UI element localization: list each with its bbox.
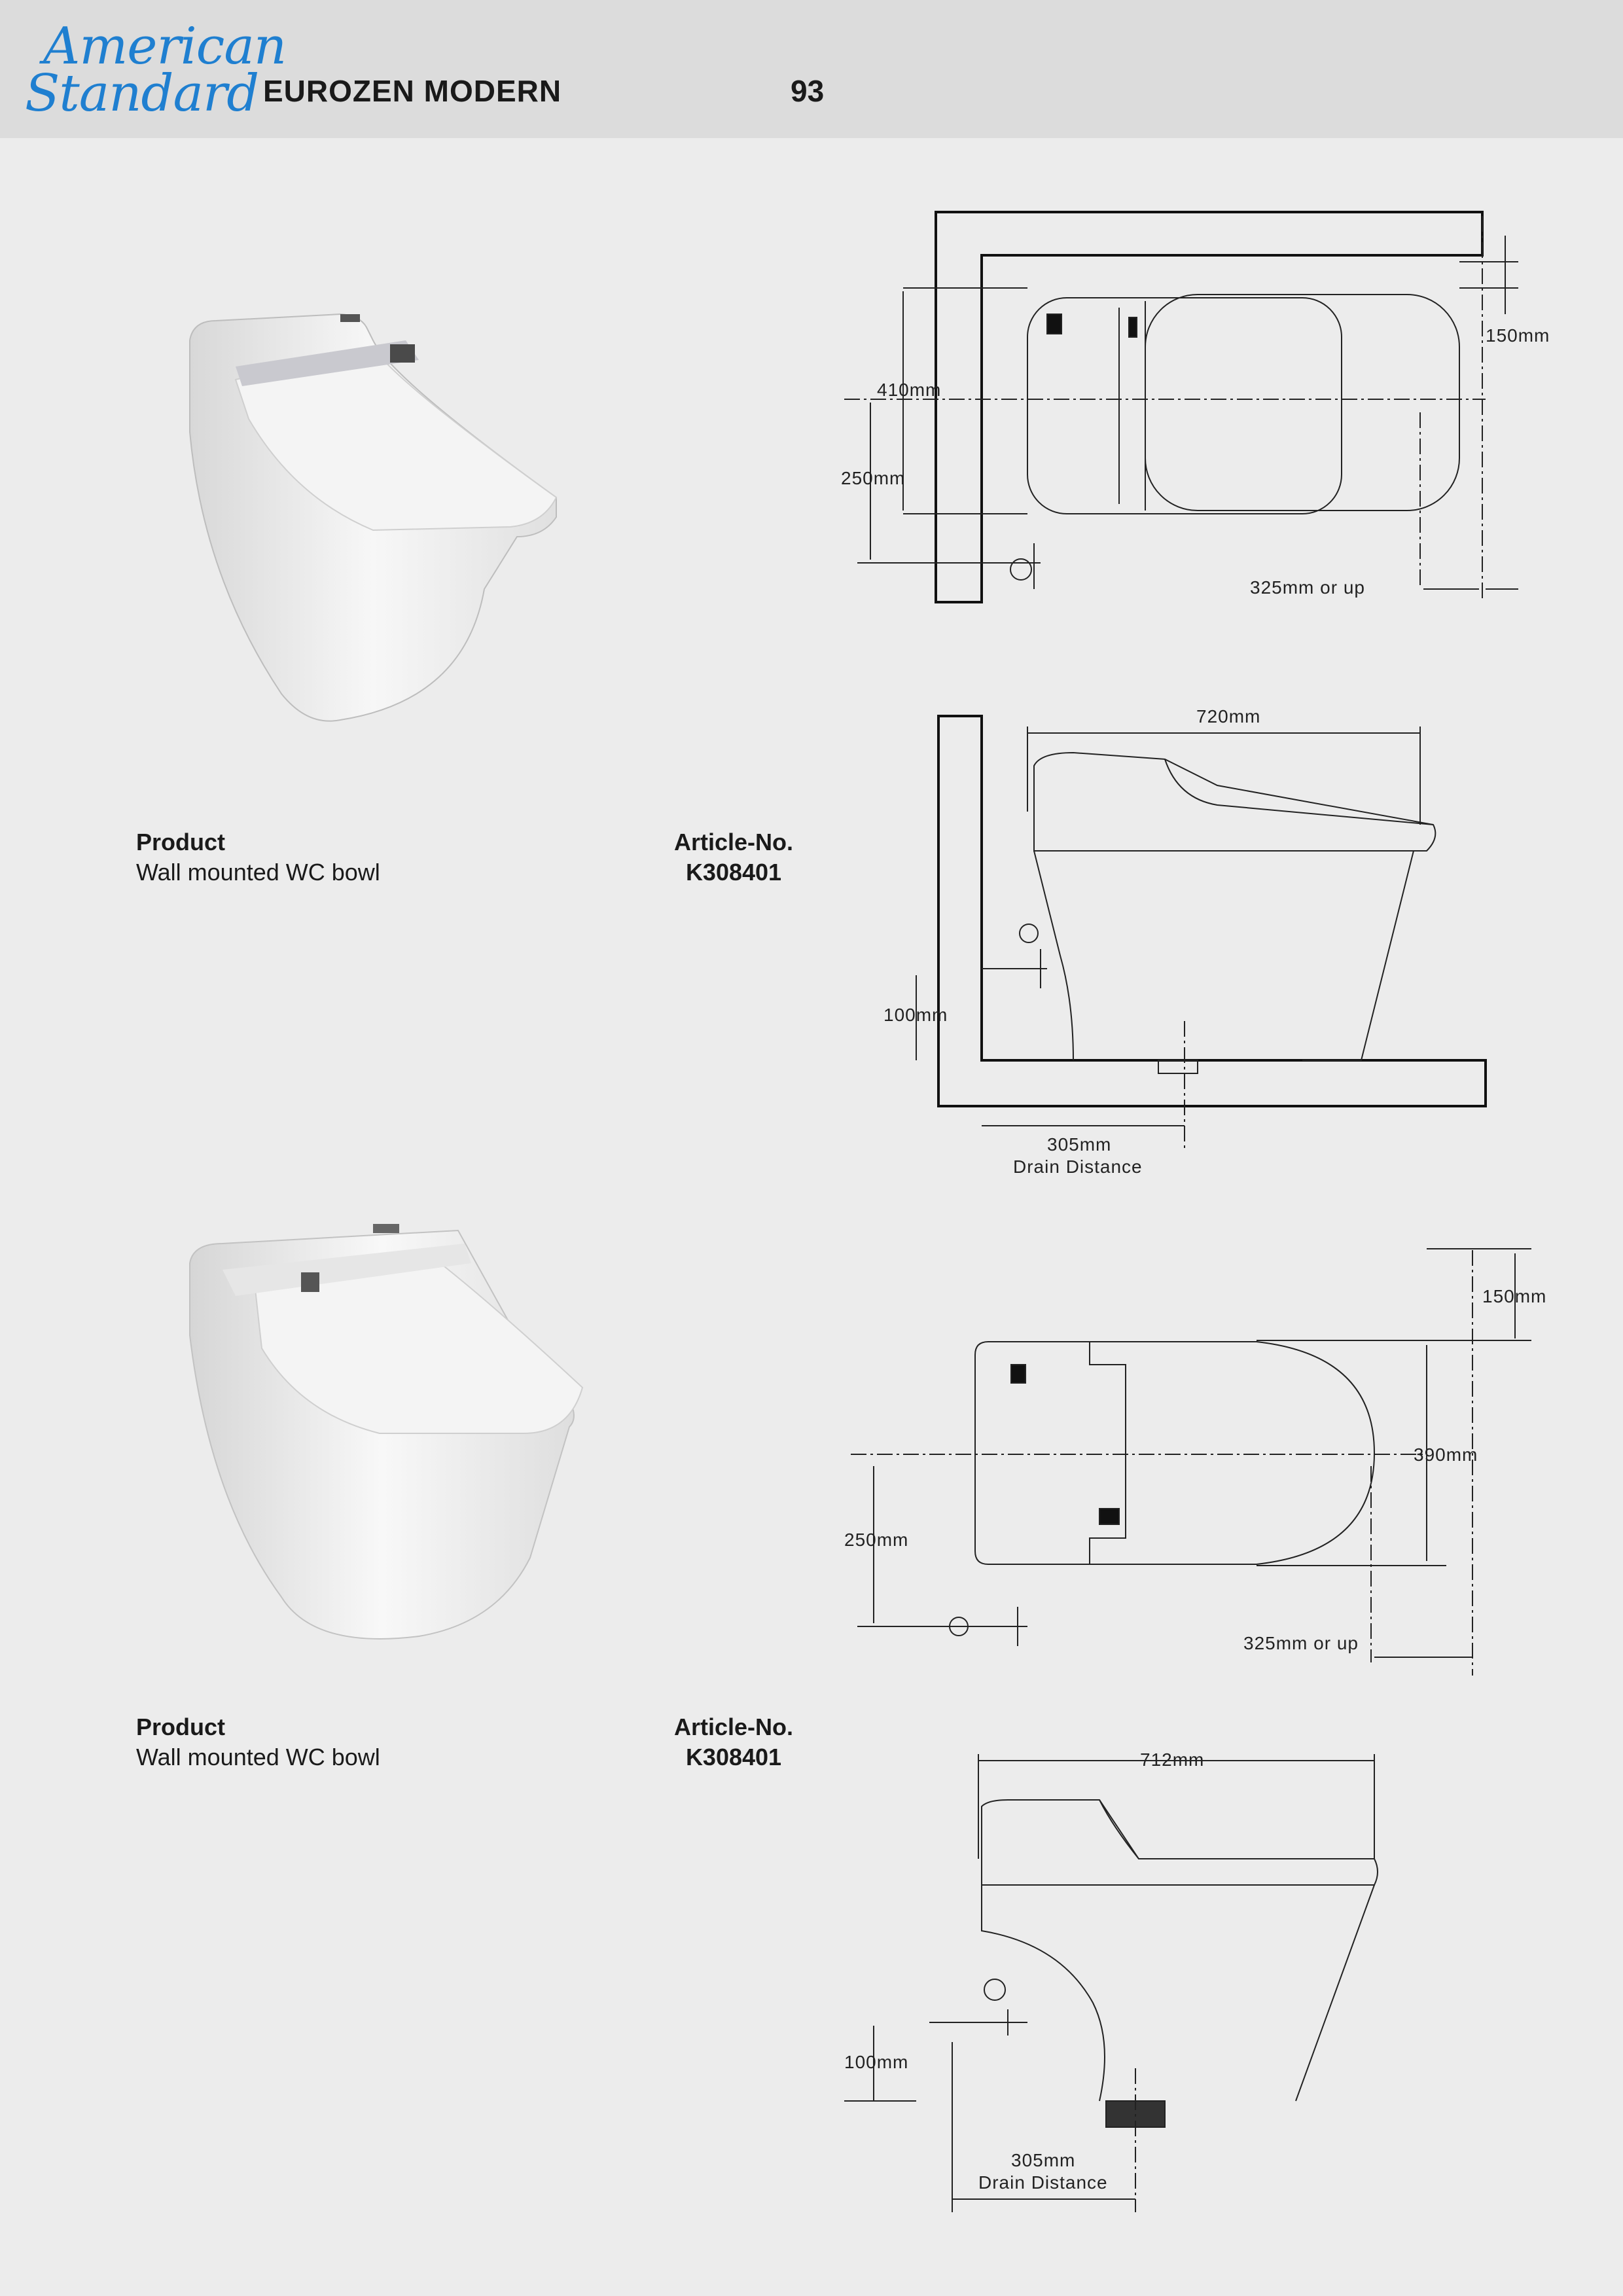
product-photo-2 [183,1217,602,1649]
series-title: EUROZEN MODERN [263,74,562,108]
article-label: Article-No. [674,829,794,855]
dim-label: 250mm [841,468,906,488]
product-label: Product [136,829,226,855]
dim-label: 720mm [1196,706,1261,726]
dim-label: 325mm or up [1243,1633,1359,1653]
technical-drawing-top-view-1 [831,196,1571,615]
dim-label: 100mm [844,2052,909,2072]
article-label: Article-No. [674,1713,794,1740]
logo-line-2: Standard [25,64,259,123]
dim-label: 390mm [1414,1444,1478,1465]
dim-label: 100mm [883,1005,948,1025]
logo-line-1: American [43,17,287,76]
product-info-2 [136,1712,380,1772]
article-info-1 [674,827,793,888]
article-number: K308401 [685,1744,782,1770]
dim-label: 250mm [844,1530,909,1550]
product-name: Wall mounted WC bowl [136,859,380,886]
article-info-2 [674,1712,793,1772]
product-photo-1 [177,301,569,733]
article-number: K308401 [685,859,782,886]
dim-label: 712mm [1140,1749,1205,1770]
technical-drawing-side-view-2 [838,1728,1427,2225]
technical-drawing-top-view-2 [838,1244,1571,1702]
dim-label: 325mm or up [1250,577,1365,598]
dim-label: 305mm [1047,1134,1112,1155]
page-number: 93 [791,74,825,108]
american-standard-logo [25,17,287,123]
dim-label: Drain Distance [1013,1157,1143,1177]
product-label: Product [136,1713,226,1740]
dim-label: 150mm [1486,325,1550,346]
dim-label: 305mm [1011,2150,1076,2170]
product-info-1 [136,827,380,888]
page-header [0,0,1623,138]
dim-label: 410mm [877,380,942,400]
technical-drawing-side-view-1 [877,694,1505,1191]
dim-label: Drain Distance [978,2172,1108,2193]
product-name: Wall mounted WC bowl [136,1744,380,1770]
dim-label: 150mm [1482,1286,1547,1306]
